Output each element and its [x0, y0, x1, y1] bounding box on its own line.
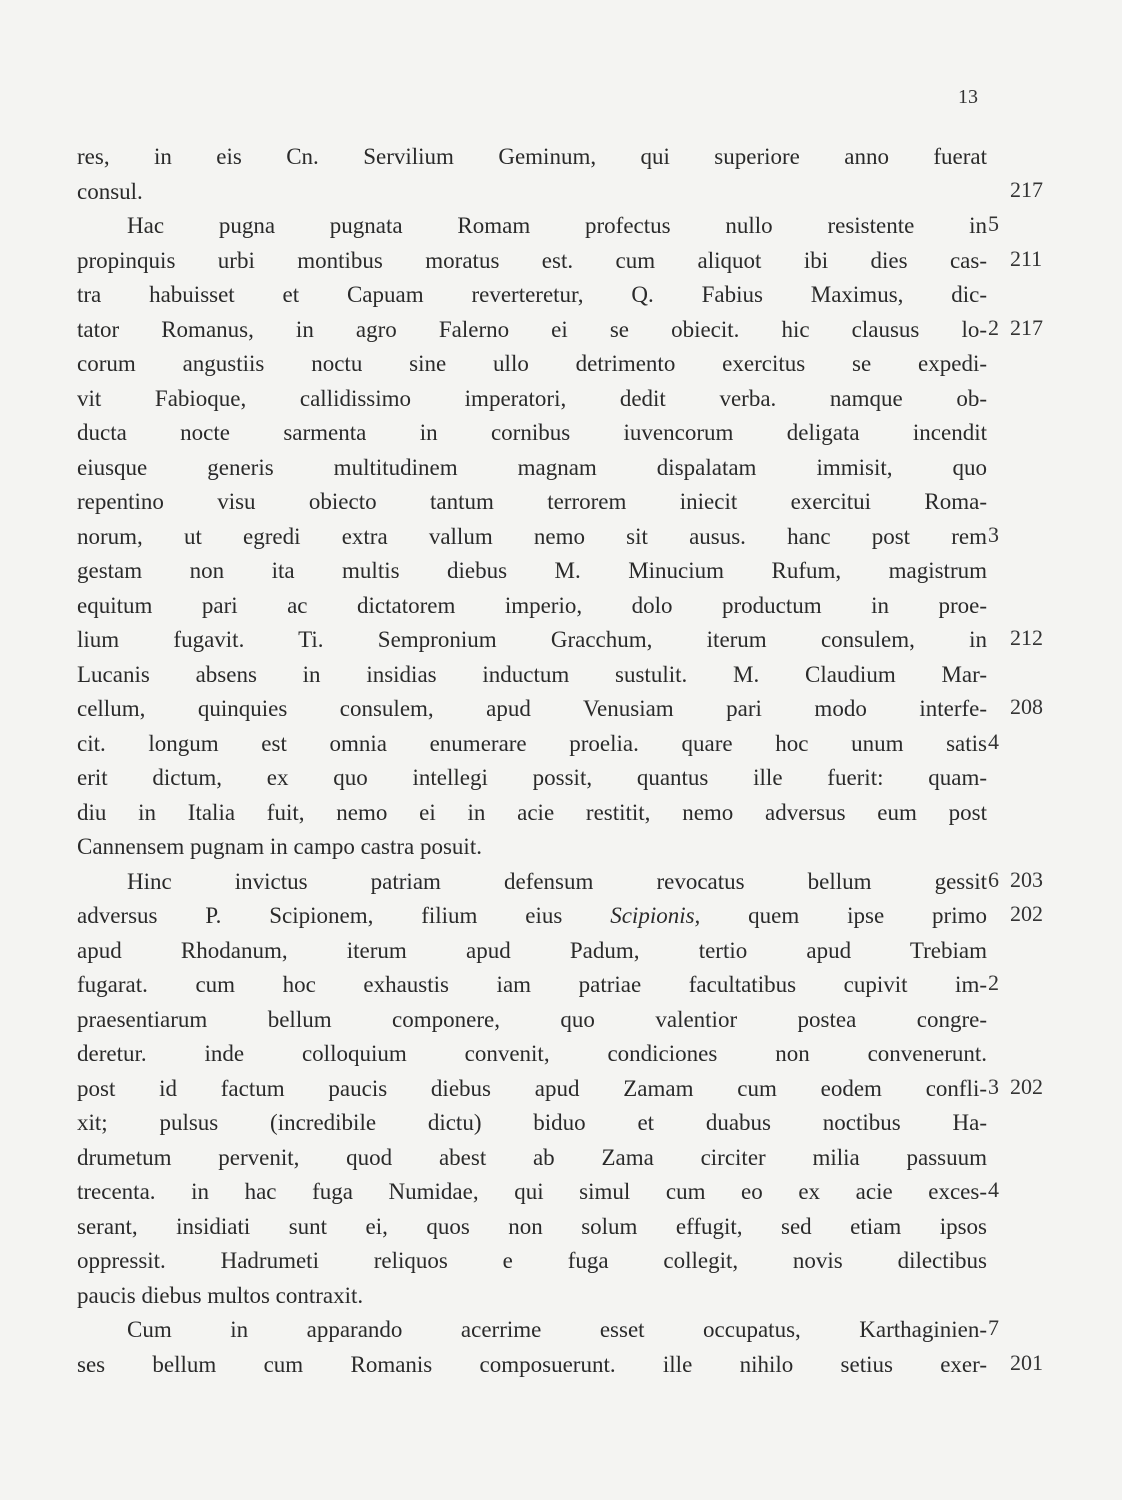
section-number: 3 [988, 1073, 999, 1099]
year-note: 208 [1010, 694, 1043, 719]
text-line: corum angustiis noctu sine ullo detrimento exercitus se expedi- [77, 351, 987, 376]
text-line: vit Fabioque, callidissimo imperatori, dedit verba. namque ob- [77, 385, 987, 411]
year-note: 217 [1010, 176, 1043, 202]
year-note: 217 [1010, 314, 1043, 340]
text-line: repentino visu obiecto tantum terrorem iniecit exercitui Roma- [77, 489, 987, 514]
text-line: ducta nocte sarmenta in cornibus iuvencorum deligata incendit [77, 420, 987, 445]
text-line: consul. [77, 178, 143, 204]
text-line: res, in eis Cn. Servilium Geminum, qui superiore anno fuerat [77, 144, 987, 169]
year-note: 211 [1010, 245, 1043, 271]
section-number: 2 [988, 314, 999, 340]
text-line: Cannensem pugnam in campo castra posuit. [77, 834, 482, 859]
year-note: 203 [1010, 866, 1043, 892]
text-line: Cum in apparando acerrime esset occupatus, Karthaginien- [127, 1317, 987, 1342]
text-line: tator Romanus, in agro Falerno ei se obiecit. hic clausus lo- [77, 316, 987, 342]
text-line: xit; pulsus (incredibile dictu) biduo et duabus noctibus Ha- [77, 1110, 987, 1135]
section-number: 6 [988, 866, 999, 892]
section-number: 7 [988, 1315, 999, 1340]
text-line: eiusque generis multitudinem magnam dispalatam immisit, quo [77, 454, 987, 480]
text-line: serant, insidiati sunt ei, quos non solum effugit, sed etiam ipsos [77, 1213, 987, 1239]
text-line: lium fugavit. Ti. Sempronium Gracchum, iterum consulem, in [77, 627, 987, 652]
text-line: Lucanis absens in insidias inductum sustulit. M. Claudium Mar- [77, 661, 987, 687]
text-line: Hinc invictus patriam defensum revocatus bellum gessit [127, 868, 987, 894]
text-line: equitum pari ac dictatorem imperio, dolo productum in proe- [77, 592, 987, 618]
text-line: Hac pugna pugnata Romam profectus nullo resistente in [127, 213, 987, 238]
section-number: 3 [988, 521, 999, 547]
text-line: paucis diebus multos contraxit. [77, 1282, 364, 1308]
body-text [77, 140, 987, 1382]
text-line: oppressit. Hadrumeti reliquos e fuga collegit, novis dilectibus [77, 1248, 987, 1273]
text-line: trecenta. in hac fuga Numidae, qui simul cum eo ex acie exces- [77, 1179, 987, 1204]
section-number: 5 [988, 211, 999, 236]
text-line: post id factum paucis diebus apud Zamam cum eodem confli- [77, 1075, 987, 1101]
text-line: praesentiarum bellum componere, quo valentior postea congre- [77, 1006, 987, 1032]
text-line: apud Rhodanum, iterum apud Padum, tertio apud Trebiam [77, 937, 987, 963]
text-line: deretur. inde colloquium convenit, condiciones non convenerunt. [77, 1041, 987, 1066]
text-line: tra habuisset et Capuam reverteretur, Q. Fabius Maximus, dic- [77, 282, 987, 307]
page-number: 13 [958, 86, 978, 108]
text-line: ses bellum cum Romanis composuerunt. ille nihilo setius exer- [77, 1351, 987, 1377]
text-line: cellum, quinquies consulem, apud Venusiam pari modo interfe- [77, 696, 987, 721]
section-number: 4 [988, 728, 999, 754]
year-note: 202 [1010, 1073, 1043, 1099]
year-note: 202 [1010, 901, 1043, 926]
text-line: fugarat. cum hoc exhaustis iam patriae facultatibus cupivit im- [77, 972, 987, 997]
year-note: 212 [1010, 625, 1043, 650]
text-line: drumetum pervenit, quod abest ab Zama circiter milia passuum [77, 1144, 987, 1170]
text-line: diu in Italia fuit, nemo ei in acie restitit, nemo adversus eum post [77, 799, 987, 825]
text-line: gestam non ita multis diebus M. Minucium Rufum, magistrum [77, 558, 987, 583]
text-line: erit dictum, ex quo intellegi possit, quantus ille fuerit: quam- [77, 765, 987, 790]
section-number: 2 [988, 970, 999, 995]
text-line: adversus P. Scipionem, filium eius Scipionis, quem ipse primo [77, 903, 988, 928]
year-note: 201 [1010, 1349, 1043, 1375]
section-number: 4 [988, 1177, 999, 1202]
text-line: norum, ut egredi extra vallum nemo sit ausus. hanc post rem [77, 523, 987, 549]
text-line: cit. longum est omnia enumerare proelia. quare hoc unum satis [77, 730, 987, 756]
text-line: propinquis urbi montibus moratus est. cum aliquot ibi dies cas- [77, 247, 987, 273]
